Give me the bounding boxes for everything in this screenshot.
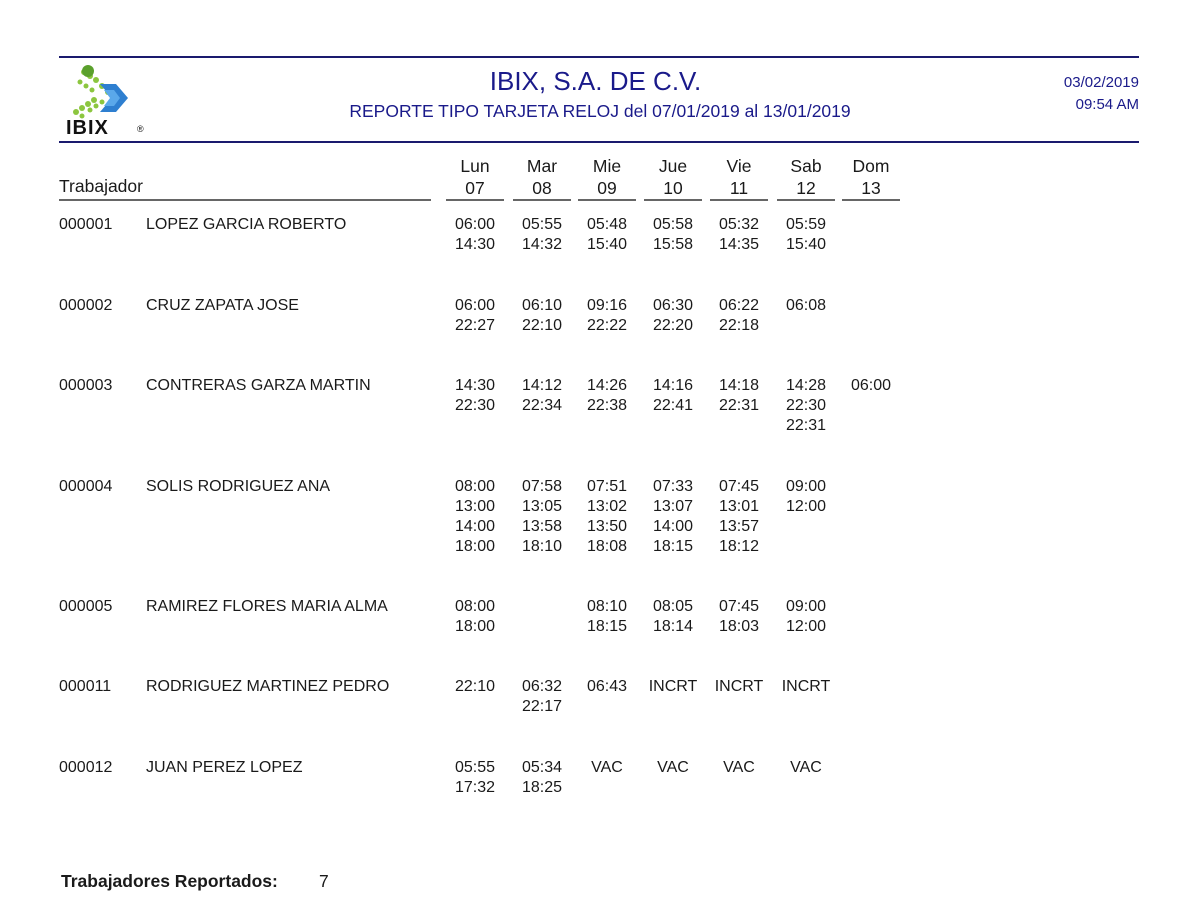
day-number: 07 — [465, 178, 485, 198]
punch-time: 22:17 — [521, 698, 563, 715]
punch-cell — [578, 296, 636, 336]
punch-time: 18:10 — [521, 538, 563, 555]
punch-cell — [446, 296, 504, 336]
punch-time: 13:58 — [521, 518, 563, 535]
punch-cell — [513, 477, 571, 557]
punch-cell — [513, 376, 571, 416]
punch-cell — [777, 677, 835, 697]
worker-code: 000004 — [59, 478, 113, 495]
day-name: Dom — [852, 156, 890, 176]
day-underline — [777, 199, 835, 201]
punch-time: VAC — [723, 759, 755, 776]
day-header-sab — [777, 155, 835, 199]
punch-time: 06:32 — [521, 678, 563, 695]
worker-name: JUAN PEREZ LOPEZ — [146, 759, 303, 776]
punch-time: 14:18 — [718, 377, 760, 394]
day-header-vie — [710, 155, 768, 199]
punch-time: 05:58 — [652, 216, 694, 233]
punch-time: 18:12 — [718, 538, 760, 555]
worker-name: CONTRERAS GARZA MARTIN — [146, 377, 371, 394]
punch-time: 05:34 — [521, 759, 563, 776]
punch-time: 06:30 — [652, 297, 694, 314]
punch-time: 15:40 — [586, 236, 628, 253]
punch-time: 22:10 — [454, 678, 496, 695]
punch-time: 05:55 — [454, 759, 496, 776]
punch-cell — [578, 758, 636, 778]
punch-cell — [644, 376, 702, 416]
punch-time: 06:22 — [718, 297, 760, 314]
punch-time: 13:07 — [652, 498, 694, 515]
punch-time: INCRT — [714, 678, 764, 695]
punch-cell — [710, 758, 768, 778]
report-date: 03/02/2019 — [1063, 74, 1139, 91]
punch-cell — [842, 376, 900, 396]
top-rule — [59, 56, 1139, 58]
punch-time: 06:00 — [850, 377, 892, 394]
punch-time: 14:00 — [454, 518, 496, 535]
punch-cell — [710, 215, 768, 255]
punch-time: 07:51 — [586, 478, 628, 495]
punch-cell — [446, 376, 504, 416]
header-rule — [59, 141, 1139, 143]
footer-label: Trabajadores Reportados: — [61, 871, 278, 891]
punch-time: 18:25 — [521, 779, 563, 796]
day-name: Mar — [526, 156, 558, 176]
punch-time: 22:30 — [785, 397, 827, 414]
punch-time: 08:10 — [586, 598, 628, 615]
punch-time: 06:00 — [454, 216, 496, 233]
punch-time: 15:40 — [785, 236, 827, 253]
punch-cell — [446, 597, 504, 637]
punch-time: 05:32 — [718, 216, 760, 233]
punch-time: 18:00 — [454, 538, 496, 555]
punch-time: 14:12 — [521, 377, 563, 394]
punch-time: 22:20 — [652, 317, 694, 334]
punch-time: 08:00 — [454, 478, 496, 495]
punch-time: 22:34 — [521, 397, 563, 414]
punch-cell — [578, 597, 636, 637]
day-header-mie — [578, 155, 636, 199]
worker-code: 000003 — [59, 377, 113, 394]
footer-count: 7 — [319, 871, 329, 891]
punch-time: 09:00 — [785, 478, 827, 495]
punch-time: 18:15 — [586, 618, 628, 635]
report-subtitle: REPORTE TIPO TARJETA RELOJ del 07/01/2019 al 13/01/2019 — [349, 101, 851, 121]
punch-time: 09:00 — [785, 598, 827, 615]
worker-code: 000012 — [59, 759, 113, 776]
punch-time: 08:00 — [454, 598, 496, 615]
punch-cell — [446, 677, 504, 697]
day-header-dom — [842, 155, 900, 199]
day-underline — [644, 199, 702, 201]
worker-code: 000011 — [59, 678, 112, 695]
day-name: Mie — [592, 156, 622, 176]
day-name: Sab — [790, 156, 822, 176]
punch-time: 13:00 — [454, 498, 496, 515]
punch-cell — [644, 215, 702, 255]
punch-time: 05:55 — [521, 216, 563, 233]
day-underline — [446, 199, 504, 201]
logo-registered-mark: ® — [137, 124, 144, 134]
worker-column-header: Trabajador — [59, 176, 143, 196]
punch-time: 18:00 — [454, 618, 496, 635]
punch-time: 12:00 — [785, 618, 827, 635]
day-underline — [578, 199, 636, 201]
day-number: 09 — [597, 178, 617, 198]
worker-column-underline — [59, 199, 431, 201]
day-number: 11 — [729, 178, 749, 198]
punch-time: 07:33 — [652, 478, 694, 495]
punch-time: 06:10 — [521, 297, 563, 314]
punch-time: 22:10 — [521, 317, 563, 334]
punch-time: 18:14 — [652, 618, 694, 635]
day-name: Vie — [726, 156, 752, 176]
punch-cell — [578, 215, 636, 255]
punch-time: 12:00 — [785, 498, 827, 515]
worker-code: 000002 — [59, 297, 113, 314]
punch-time: 07:45 — [718, 478, 760, 495]
punch-time: VAC — [790, 759, 822, 776]
punch-time: 07:58 — [521, 478, 563, 495]
punch-time: 08:05 — [652, 598, 694, 615]
worker-name: RAMIREZ FLORES MARIA ALMA — [146, 598, 388, 615]
punch-cell — [777, 296, 835, 316]
worker-name: CRUZ ZAPATA JOSE — [146, 297, 299, 314]
worker-name: RODRIGUEZ MARTINEZ PEDRO — [146, 678, 390, 695]
day-header-mar — [513, 155, 571, 199]
day-underline — [513, 199, 571, 201]
punch-time: 22:31 — [785, 417, 827, 434]
worker-code: 000005 — [59, 598, 113, 615]
punch-cell — [644, 758, 702, 778]
punch-time: 17:32 — [454, 779, 496, 796]
punch-time: 13:05 — [521, 498, 563, 515]
punch-time: 22:41 — [652, 397, 694, 414]
punch-cell — [513, 758, 571, 798]
punch-time: VAC — [657, 759, 689, 776]
day-number: 13 — [861, 178, 881, 198]
day-number: 08 — [532, 178, 552, 198]
punch-time: 14:28 — [785, 377, 827, 394]
punch-time: 14:00 — [652, 518, 694, 535]
punch-time: INCRT — [781, 678, 831, 695]
day-underline — [710, 199, 768, 201]
punch-cell — [777, 597, 835, 637]
punch-time: 22:18 — [718, 317, 760, 334]
punch-time: VAC — [591, 759, 623, 776]
punch-time: 13:57 — [718, 518, 760, 535]
punch-time: 06:08 — [785, 297, 827, 314]
worker-code: 000001 — [59, 216, 113, 233]
punch-cell — [710, 477, 768, 557]
punch-cell — [578, 376, 636, 416]
company-name: IBIX, S.A. DE C.V. — [489, 66, 702, 96]
punch-time: 13:01 — [718, 498, 760, 515]
day-header-jue — [644, 155, 702, 199]
punch-time: 14:30 — [454, 236, 496, 253]
punch-cell — [513, 677, 571, 717]
punch-cell — [513, 215, 571, 255]
punch-time: 14:32 — [521, 236, 563, 253]
punch-cell — [644, 677, 702, 697]
punch-time: 18:03 — [718, 618, 760, 635]
punch-time: 18:15 — [652, 538, 694, 555]
logo-wordmark: IBIX — [66, 117, 109, 139]
punch-cell — [777, 758, 835, 778]
punch-time: 13:02 — [586, 498, 628, 515]
report-time: 09:54 AM — [1075, 96, 1139, 113]
punch-time: 09:16 — [586, 297, 628, 314]
punch-cell — [578, 477, 636, 557]
punch-cell — [710, 677, 768, 697]
punch-time: 14:26 — [586, 377, 628, 394]
punch-time: 22:38 — [586, 397, 628, 414]
punch-time: 15:58 — [652, 236, 694, 253]
punch-cell — [777, 477, 835, 517]
punch-time: 22:22 — [586, 317, 628, 334]
punch-time: 22:27 — [454, 317, 496, 334]
punch-cell — [777, 376, 835, 436]
punch-cell — [777, 215, 835, 255]
punch-time: 05:59 — [785, 216, 827, 233]
punch-time: 14:35 — [718, 236, 760, 253]
punch-cell — [446, 477, 504, 557]
day-name: Lun — [460, 156, 490, 176]
punch-cell — [710, 597, 768, 637]
punch-cell — [644, 597, 702, 637]
punch-time: INCRT — [648, 678, 698, 695]
punch-time: 07:45 — [718, 598, 760, 615]
worker-name: LOPEZ GARCIA ROBERTO — [146, 216, 347, 233]
punch-cell — [513, 296, 571, 336]
punch-time: 05:48 — [586, 216, 628, 233]
punch-time: 18:08 — [586, 538, 628, 555]
punch-time: 06:00 — [454, 297, 496, 314]
day-number: 12 — [796, 178, 816, 198]
punch-time: 22:30 — [454, 397, 496, 414]
day-header-lun — [446, 155, 504, 199]
worker-name: SOLIS RODRIGUEZ ANA — [146, 478, 331, 495]
punch-cell — [644, 296, 702, 336]
punch-cell — [644, 477, 702, 557]
punch-time: 06:43 — [586, 678, 628, 695]
punch-time: 22:31 — [718, 397, 760, 414]
punch-time: 13:50 — [586, 518, 628, 535]
punch-cell — [578, 677, 636, 697]
day-number: 10 — [663, 178, 683, 198]
punch-time: 14:30 — [454, 377, 496, 394]
day-underline — [842, 199, 900, 201]
punch-cell — [446, 215, 504, 255]
day-name: Jue — [658, 156, 688, 176]
punch-cell — [710, 376, 768, 416]
punch-cell — [710, 296, 768, 336]
punch-time: 14:16 — [652, 377, 694, 394]
punch-cell — [446, 758, 504, 798]
